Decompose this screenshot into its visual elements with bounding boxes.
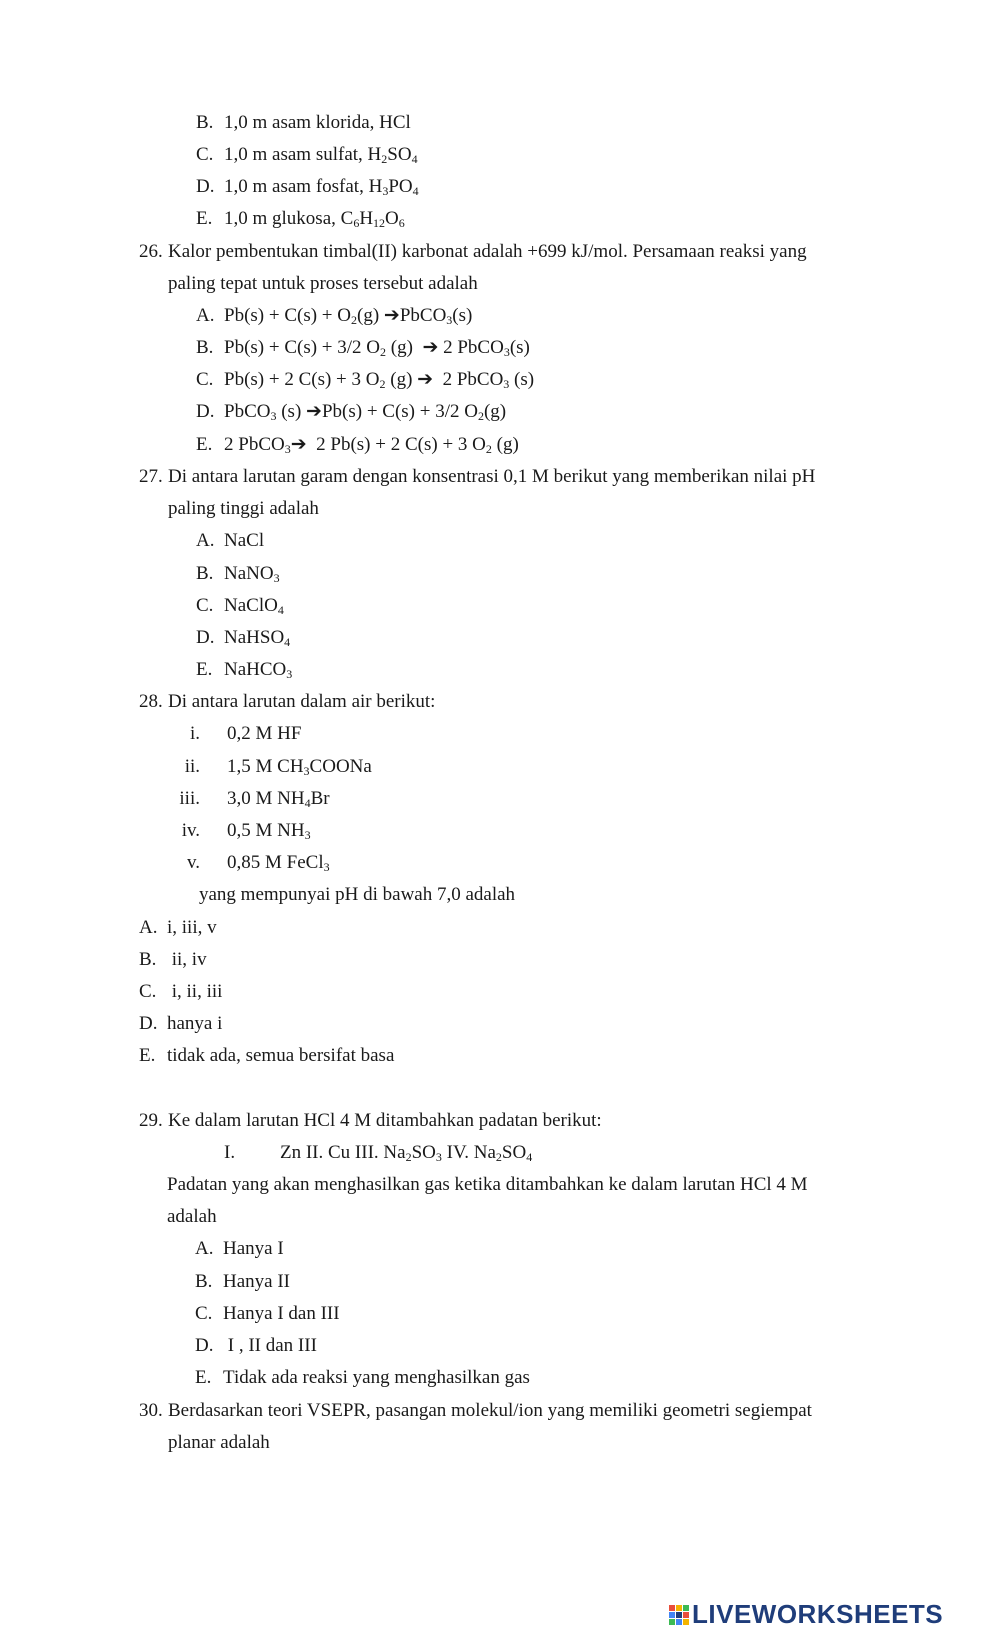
q28-stem-line2: yang mempunyai pH di bawah 7,0 adalah [199, 884, 516, 905]
q27-option-d: D. NaHSO$_4$ [196, 627, 291, 649]
q28-option-d: D. hanya i [139, 1013, 223, 1034]
q27-option-e: E. NaHCO$_3$ [196, 659, 293, 681]
q28-item-iv: iv. 0,5 M $NH_3$ [181, 820, 311, 842]
q27-option-a: A. NaCl [196, 530, 265, 551]
q26-option-d: D. PbCO$_3$ (s) ➔Pb(s) + C(s) + 3/2 $O_2(g)$ [196, 401, 507, 423]
q28-option-c: C. i, ii, iii [139, 981, 223, 1002]
q28-option-b: B. ii, iv [139, 949, 207, 970]
q25-option-d: D. 1,0 m asam fosfat, $H_3PO_4$ [196, 176, 419, 198]
q26-option-b: B. Pb(s) + C(s) + 3/2 $O_2$ (g) ➔ 2 PbCO$_3$(s) [196, 337, 530, 359]
q28-number: 28. [139, 691, 163, 712]
q28-stem-line1: 28. Di antara larutan dalam air berikut: [139, 691, 436, 712]
q28-option-a: A. i, iii, v [139, 917, 217, 938]
q28-item-ii: ii. 1,5 M $CH_3COONa$ [184, 756, 372, 778]
liveworksheets-logo [668, 1598, 988, 1630]
q29-stem-line3: adalah [167, 1206, 217, 1227]
q29-option-a: A. Hanya I [195, 1238, 284, 1259]
q28-option-e: E. tidak ada, semua bersifat basa [139, 1045, 395, 1066]
q27-stem-line1: 27. Di antara larutan garam dengan konsentrasi 0,1 M berikut yang memberikan nilai pH [139, 466, 816, 487]
q25-option-b: B. 1,0 m asam klorida, HCl [196, 112, 411, 133]
q29-solids-list: I. Zn II. Cu III. $Na_2SO_3$ IV. $Na_2SO_4$ [224, 1142, 533, 1164]
q27-number: 27. [139, 466, 163, 487]
arrow-icon: ➔ [290, 434, 307, 455]
q25-option-e: E. 1,0 m glukosa, $C_6H_{12}O_6$ [196, 208, 405, 230]
q29-option-d: D. I , II dan III [195, 1335, 317, 1356]
q26-stem-line1: 26. Kalor pembentukan timbal(II) karbonat adalah +699 kJ/mol. Persamaan reaksi yang [139, 241, 807, 262]
q26-stem-line2: paling tepat untuk proses tersebut adalah [168, 273, 478, 294]
q26-number: 26. [139, 241, 163, 262]
q30-number: 30. [139, 1400, 163, 1421]
arrow-icon: ➔ [306, 401, 322, 422]
q29-stem-line1: 29. Ke dalam larutan HCl 4 M ditambahkan padatan berikut: [139, 1110, 602, 1131]
q29-stem-line2: Padatan yang akan menghasilkan gas ketika ditambahkan ke dalam larutan HCl 4 M [167, 1174, 808, 1195]
q27-stem-line2: paling tinggi adalah [168, 498, 319, 519]
q29-option-e: E. Tidak ada reaksi yang menghasilkan gas [195, 1367, 530, 1388]
arrow-icon: ➔ [417, 369, 434, 390]
q30-stem-line1: 30. Berdasarkan teori VSEPR, pasangan molekul/ion yang memiliki geometri segiempat [139, 1400, 812, 1421]
q26-option-c: C. Pb(s) + 2 C(s) + 3 $O_2$ (g) ➔ 2 PbCO$_3$ (s) [196, 369, 535, 391]
q30-stem-line2: planar adalah [168, 1432, 270, 1453]
q25-option-c: C. 1,0 m asam sulfat, $H_2SO_4$ [196, 144, 418, 166]
q28-item-i: i. 0,2 M HF [189, 723, 302, 744]
arrow-icon: ➔ [422, 337, 439, 358]
liveworksheets-logo-icon [668, 1603, 690, 1627]
q27-option-c: C. NaClO$_4$ [196, 595, 284, 617]
q26-option-e: E. 2 PbCO$_3$➔ 2 Pb(s) + 2 C(s) + 3 $O_2$ (g) [196, 434, 519, 456]
q29-option-c: C. Hanya I dan III [195, 1303, 340, 1324]
q29-option-b: B. Hanya II [195, 1271, 290, 1292]
q28-item-iii: iii. 3,0 M $NH_4Br$ [179, 788, 330, 810]
arrow-icon: ➔ [383, 305, 400, 326]
liveworksheets-logo-text: LIVEWORKSHEETS [692, 1599, 944, 1629]
q29-number: 29. [139, 1110, 163, 1131]
q26-option-a: A. $Pb(s) + C(s) + O_2(g)$ ➔PbCO$_3$(s) [196, 305, 473, 327]
q27-option-b: B. NaNO$_3$ [196, 563, 280, 585]
q28-item-v: v. 0,85 M FeCl$_3$ [186, 852, 330, 874]
